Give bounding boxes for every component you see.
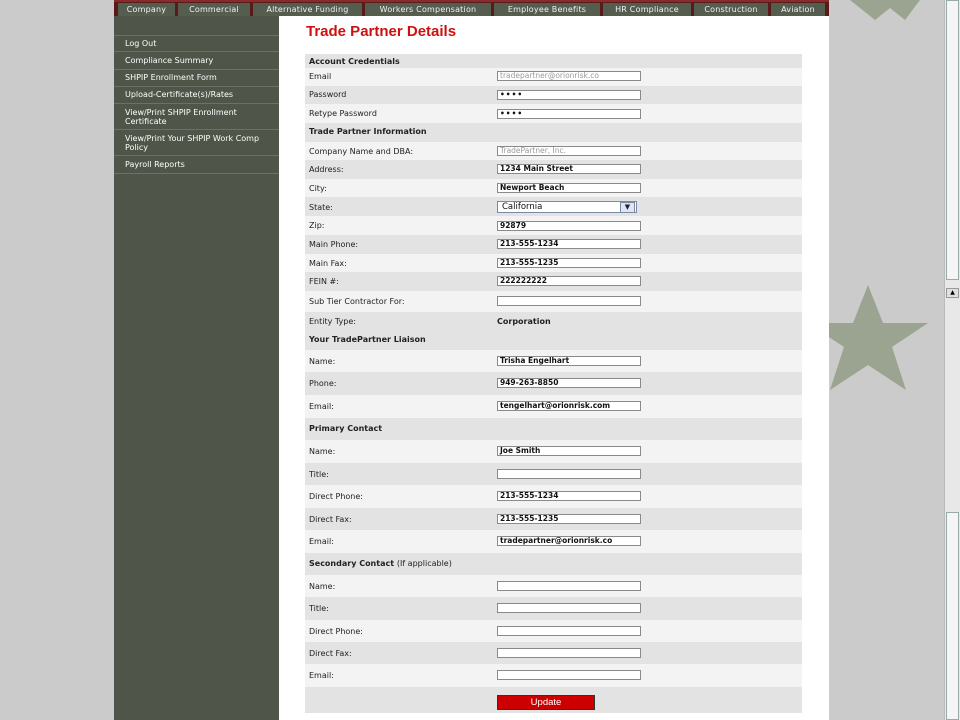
state-label: State: (309, 203, 333, 212)
liaison-name-label: Name: (309, 357, 336, 366)
secondary-contact-title: Secondary Contact (309, 559, 395, 568)
main-phone-field[interactable]: 213-555-1234 (497, 239, 641, 249)
zip-field[interactable]: 92879 (497, 221, 641, 231)
liaison-phone-field[interactable]: 949-263-8850 (497, 378, 641, 388)
email-label: Email (309, 72, 332, 81)
main-fax-field[interactable]: 213-555-1235 (497, 258, 641, 268)
form-row-secondary-title (305, 597, 802, 620)
primary-name-field[interactable]: Joe Smith (497, 446, 641, 456)
form-row-address (305, 160, 802, 179)
secondary-email-label: Email: (309, 671, 334, 680)
subtier-label: Sub Tier Contractor For: (309, 297, 405, 306)
company-name-field[interactable]: TradePartner, Inc. (497, 146, 641, 156)
section-header-secondary-contact (305, 553, 802, 575)
section-title (309, 559, 452, 568)
primary-title-label: Title: (309, 470, 329, 479)
form-row-liaison-name (305, 350, 802, 372)
secondary-fax-field[interactable] (497, 648, 641, 658)
update-button[interactable]: Update (497, 695, 595, 710)
fein-label: FEIN #: (309, 277, 339, 286)
nav-item-construction[interactable]: Construction (694, 3, 768, 16)
nav-item-employee-benefits[interactable]: Employee Benefits (494, 3, 600, 16)
zip-label: Zip: (309, 221, 325, 230)
form-row-secondary-fax (305, 642, 802, 664)
secondary-fax-label: Direct Fax: (309, 649, 352, 658)
section-title: Trade Partner Information (309, 127, 427, 136)
nav-item-hr-compliance[interactable]: HR Compliance (603, 3, 691, 16)
secondary-contact-note: (If applicable) (396, 559, 452, 568)
sidebar-item-payroll-reports[interactable]: Payroll Reports (114, 157, 279, 174)
form-row-primary-name (305, 440, 802, 463)
form-row-secondary-name (305, 575, 802, 597)
secondary-email-field[interactable] (497, 670, 641, 680)
liaison-phone-label: Phone: (309, 379, 337, 388)
main-phone-label: Main Phone: (309, 240, 359, 249)
form-row-primary-email (305, 530, 802, 553)
secondary-phone-label: Direct Phone: (309, 627, 363, 636)
primary-phone-label: Direct Phone: (309, 492, 363, 501)
liaison-email-field[interactable]: tengelhart@orionrisk.com (497, 401, 641, 411)
address-field[interactable]: 1234 Main Street (497, 164, 641, 174)
form-row-main-fax (305, 254, 802, 272)
sidebar-item-upload-certificates[interactable]: Upload-Certificate(s)/Rates (114, 87, 279, 104)
primary-fax-label: Direct Fax: (309, 515, 352, 524)
form-row-primary-title (305, 463, 802, 485)
section-header-primary-contact (305, 418, 802, 440)
section-header-liaison (305, 331, 802, 350)
section-title: Primary Contact (309, 424, 383, 433)
entity-type-value: Corporation (497, 317, 551, 326)
sidebar-item-log-out[interactable]: Log Out (114, 35, 279, 52)
main-fax-label: Main Fax: (309, 259, 347, 268)
scrollbar-thumb-upper[interactable] (946, 0, 959, 280)
section-header-account-credentials (305, 54, 802, 68)
form-row-fein (305, 272, 802, 291)
primary-phone-field[interactable]: 213-555-1234 (497, 491, 641, 501)
password-label: Password (309, 90, 347, 99)
form-row-email (305, 68, 802, 86)
primary-title-field[interactable] (497, 469, 641, 479)
form-row-subtier (305, 291, 802, 312)
form-row-primary-fax (305, 508, 802, 530)
company-label: Company Name and DBA: (309, 147, 414, 156)
nav-item-alternative-funding[interactable]: Alternative Funding (253, 3, 362, 16)
entity-type-label: Entity Type: (309, 317, 356, 326)
nav-item-workers-compensation[interactable]: Workers Compensation (365, 3, 491, 16)
page-title: Trade Partner Details (306, 23, 457, 40)
top-navigation (114, 0, 829, 16)
form-row-secondary-email (305, 664, 802, 687)
secondary-name-label: Name: (309, 582, 336, 591)
address-label: Address: (309, 165, 344, 174)
secondary-name-field[interactable] (497, 581, 641, 591)
liaison-email-label: Email: (309, 402, 334, 411)
background-star-decoration (828, 285, 948, 395)
primary-fax-field[interactable]: 213-555-1235 (497, 514, 641, 524)
form-row-liaison-email (305, 395, 802, 418)
nav-item-company[interactable]: Company (118, 3, 175, 16)
state-select-value: California (502, 202, 543, 212)
chevron-down-icon[interactable]: ▼ (620, 202, 635, 213)
background-star-decoration (830, 0, 950, 40)
section-title: Your TradePartner Liaison (309, 335, 426, 344)
secondary-title-label: Title: (309, 604, 329, 613)
secondary-phone-field[interactable] (497, 626, 641, 636)
primary-email-field[interactable]: tradepartner@orionrisk.co (497, 536, 641, 546)
primary-email-label: Email: (309, 537, 334, 546)
form-row-zip (305, 216, 802, 235)
email-field[interactable]: tradepartner@orionrisk.co (497, 71, 641, 81)
subtier-contractor-field[interactable] (497, 296, 641, 306)
retype-password-field[interactable]: •••• (497, 109, 641, 119)
primary-name-label: Name: (309, 447, 336, 456)
form-row-retype-password (305, 104, 802, 123)
sidebar-item-compliance-summary[interactable]: Compliance Summary (114, 53, 279, 70)
sidebar-item-view-print-certificate[interactable]: View/Print SHPIP Enrollment Certificate (114, 105, 279, 130)
section-title: Account Credentials (309, 57, 400, 66)
form-row-main-phone (305, 235, 802, 254)
state-select[interactable] (497, 201, 637, 213)
city-field[interactable]: Newport Beach (497, 183, 641, 193)
sidebar (114, 16, 279, 720)
retype-password-label: Retype Password (309, 109, 377, 118)
form-row-liaison-phone (305, 372, 802, 395)
section-header-trade-partner-info (305, 123, 802, 142)
nav-item-aviation[interactable]: Aviation (771, 3, 825, 16)
fein-field[interactable]: 222222222 (497, 276, 641, 286)
liaison-name-field[interactable]: Trisha Engelhart (497, 356, 641, 366)
sidebar-item-shpip-enrollment-form[interactable]: SHPIP Enrollment Form (114, 70, 279, 87)
nav-item-commercial[interactable]: Commercial (178, 3, 250, 16)
form-row-secondary-phone (305, 620, 802, 642)
form-row-state (305, 197, 802, 216)
form-row-entity-type (305, 312, 802, 331)
form-row-city (305, 179, 802, 197)
page-scrollbar[interactable] (944, 0, 960, 720)
form-row-password (305, 86, 802, 104)
form-row-primary-phone (305, 485, 802, 508)
scrollbar-thumb-lower[interactable] (946, 512, 959, 720)
scroll-up-icon[interactable]: ▲ (946, 288, 959, 298)
secondary-title-field[interactable] (497, 603, 641, 613)
form-row-company (305, 142, 802, 160)
sidebar-item-view-print-policy[interactable]: View/Print Your SHPIP Work Comp Policy (114, 131, 279, 156)
password-field[interactable]: •••• (497, 90, 641, 100)
city-label: City: (309, 184, 327, 193)
